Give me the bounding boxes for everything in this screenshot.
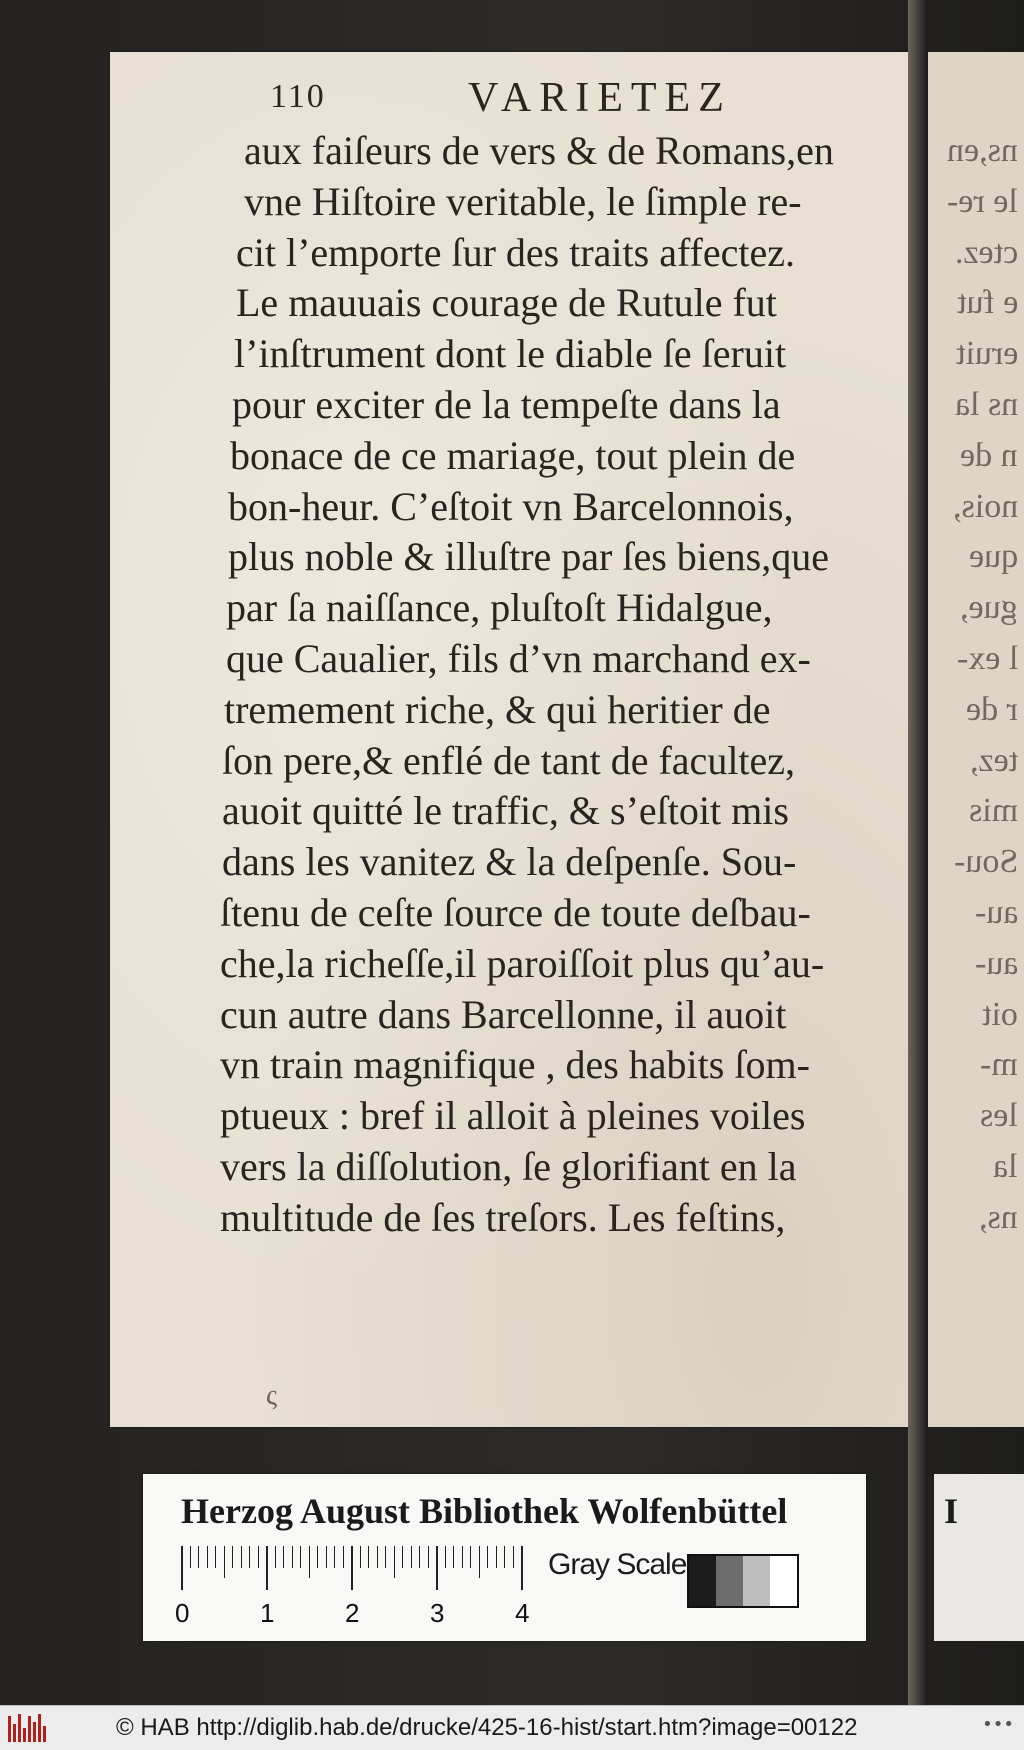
logo-bar (43, 1726, 46, 1742)
ruler-tick (275, 1546, 276, 1568)
ruler-tick (504, 1546, 505, 1568)
ghost-text-line: les (980, 1097, 1018, 1135)
ruler-tick (215, 1546, 216, 1568)
page-header (270, 75, 790, 128)
ruler-tick (462, 1546, 463, 1568)
adjacent-calibration-card (934, 1474, 1024, 1641)
ruler-tick (411, 1546, 412, 1568)
ruler-tick (198, 1546, 199, 1568)
text-line: che,la richeſſe,il paroiſſoit plus qu’au- (220, 940, 825, 986)
ruler-label: 0 (175, 1598, 190, 1628)
ruler-tick (394, 1546, 395, 1578)
text-line: cit l’emporte ſur des traits affectez. (236, 229, 796, 275)
ruler-tick (436, 1546, 438, 1590)
gray-swatch (716, 1556, 743, 1606)
ruler-tick (207, 1546, 208, 1568)
ruler-label: 1 (260, 1598, 275, 1628)
text-line: cun autre dans Barcellonne, il auoit (220, 991, 787, 1037)
ruler-tick (300, 1546, 301, 1568)
ruler-tick (351, 1546, 353, 1590)
text-line: plus noble & illuſtre par ſes biens,que (228, 534, 829, 580)
measurement-ruler (175, 1546, 530, 1636)
text-line: dans les vanitez & la deſpenſe. Sou- (222, 839, 797, 885)
ruler-tick (343, 1546, 344, 1568)
ruler-label: 4 (515, 1598, 530, 1628)
ruler-tick (190, 1546, 191, 1568)
ghost-text-line: gue, (960, 589, 1018, 627)
ruler-label: 3 (430, 1598, 445, 1628)
ghost-text-line: nois, (952, 487, 1018, 525)
ruler-tick (334, 1546, 335, 1568)
text-line: ptueux : bref il alloit à pleines voiles (220, 1093, 806, 1139)
ruler-tick (368, 1546, 369, 1568)
ghost-text-line: Sou- (953, 843, 1018, 881)
text-line: bonace de ce mariage, tout plein de (230, 432, 796, 478)
ghost-text-line: m- (980, 1046, 1018, 1084)
body-text (220, 126, 884, 1244)
ghost-text-line: ns,en (947, 132, 1018, 169)
hab-logo-icon[interactable] (8, 1714, 48, 1742)
text-line: vers la diſſolution, ſe glorifiant en la (220, 1143, 797, 1189)
ruler-tick (232, 1546, 233, 1568)
ruler-tick (224, 1546, 225, 1578)
text-line: multitude de ſes treſors. Les feſtins, (220, 1194, 786, 1240)
color-calibration-card (143, 1474, 866, 1641)
ghost-text-line: ctez. (954, 233, 1018, 271)
ruler-tick (402, 1546, 403, 1568)
facing-page-edge (928, 52, 1024, 1427)
ghost-text-line: mis (968, 792, 1018, 830)
ruler-tick (283, 1546, 284, 1568)
ruler-tick (377, 1546, 378, 1568)
ruler-tick (266, 1546, 268, 1590)
ghost-text-line: ns, (979, 1198, 1018, 1236)
logo-bar (23, 1728, 26, 1742)
logo-bar (18, 1714, 21, 1742)
text-line: par ſa naiſſance, pluſtoſt Hidalgue, (226, 585, 773, 631)
ghost-text-line: ns la (954, 386, 1018, 423)
ruler-tick (317, 1546, 318, 1568)
ruler-label: 2 (345, 1598, 360, 1628)
ghost-text-line: n de (960, 436, 1018, 474)
signature-mark: ς (266, 1380, 278, 1411)
logo-bar (33, 1722, 36, 1742)
text-line: ſon pere,& enflé de tant de facultez, (222, 737, 796, 783)
adjacent-card-text: I (944, 1491, 959, 1531)
text-line: vne Hiſtoire veritable, le ſimple re- (244, 178, 802, 224)
text-line: vn train magnifique , des habits ſom- (220, 1042, 810, 1088)
ghost-text-line: r de (966, 690, 1018, 728)
ruler-tick (521, 1546, 523, 1590)
text-line: ſtenu de ceſte ſource de toute deſbau- (220, 889, 811, 935)
ghost-text-line: l ex- (956, 640, 1018, 677)
page-number: 110 (270, 78, 326, 115)
ruler-tick (496, 1546, 497, 1568)
ghost-text-line: eruit (955, 335, 1018, 373)
ruler-tick (326, 1546, 327, 1568)
text-line: que Caualier, fils d’vn marchand ex- (226, 635, 811, 681)
ruler-tick (360, 1546, 361, 1568)
viewer-footer (0, 1705, 1024, 1750)
ghost-text-line: la (993, 1148, 1018, 1185)
ruler-tick (249, 1546, 250, 1568)
book-gutter (908, 0, 928, 1705)
ruler-tick (292, 1546, 293, 1568)
gray-swatch (743, 1556, 770, 1606)
ruler-tick (385, 1546, 386, 1568)
logo-bar (8, 1716, 11, 1742)
ghost-text-line: e fut (956, 284, 1018, 322)
logo-bar (13, 1724, 16, 1742)
gray-swatch (770, 1556, 797, 1606)
text-line: aux faiſeurs de vers & de Romans,en (244, 128, 834, 173)
ghost-text-line: au- (974, 944, 1018, 982)
ruler-tick (513, 1546, 514, 1568)
copyright-url[interactable]: © HAB http://diglib.hab.de/drucke/425-16-hist/start.htm?image=00122 (116, 1714, 858, 1741)
ruler-tick (453, 1546, 454, 1568)
ruler-tick (258, 1546, 259, 1568)
logo-bar (38, 1714, 41, 1742)
ruler-tick (428, 1546, 429, 1568)
ruler-tick (487, 1546, 488, 1568)
logo-bar (28, 1716, 31, 1742)
text-line: bon-heur. C’eſtoit vn Barcelonnois, (228, 483, 794, 529)
ruler-tick (309, 1546, 310, 1578)
text-line: l’inſtrument dont le diable ſe ſeruit (234, 331, 787, 377)
text-line: pour exciter de la tempeſte dans la (232, 381, 781, 427)
ghost-text-line: que (968, 538, 1018, 576)
gray-swatch (689, 1556, 716, 1606)
ghost-text-line: au- (974, 894, 1018, 931)
text-line: tremement riche, & qui heritier de (224, 686, 771, 732)
ruler-tick (470, 1546, 471, 1568)
ruler-tick (479, 1546, 480, 1578)
running-title: VARIETEZ (468, 75, 732, 121)
ruler-tick (241, 1546, 242, 1568)
text-line: auoit quitté le traffic, & s’eſtoit mis (222, 788, 789, 834)
gray-scale-swatches (687, 1554, 799, 1608)
text-line: Le mauuais courage de Rutule fut (236, 280, 777, 326)
library-name: Herzog August Bibliothek Wolfenbüttel (181, 1491, 788, 1531)
ruler-tick (445, 1546, 446, 1568)
ghost-text-line: tez, (969, 741, 1018, 779)
ruler-tick (181, 1546, 183, 1590)
ghost-text-line: le re- (947, 182, 1018, 220)
gray-scale-label: Gray Scale (548, 1548, 687, 1581)
ruler-tick (419, 1546, 420, 1568)
ghost-text-line: oit (982, 995, 1018, 1033)
more-options-icon[interactable]: ••• (982, 1714, 1014, 1735)
